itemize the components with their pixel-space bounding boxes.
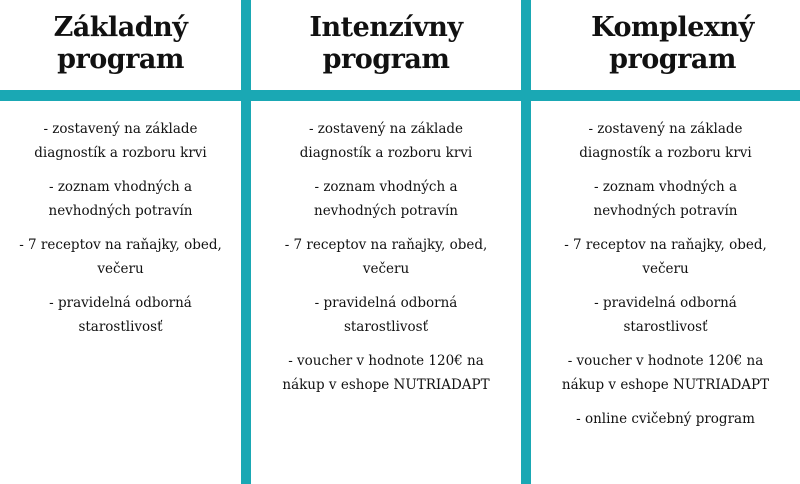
program-column-complex [531,0,800,484]
feature-list [251,117,521,407]
feature-item: - zostavený na základe diagnostík a rozboru krvi [579,121,752,161]
column-divider-2 [521,0,531,484]
feature-item: - 7 receptov na raňajky, obed, večeru [564,237,767,277]
feature-item: - pravidelná odborná starostlivosť [49,295,192,335]
feature-item: - voucher v hodnote 120€ na nákup v eshope NUTRIADAPT [282,353,490,393]
feature-item: - online cvičebný program [576,411,755,427]
program-column-intensive [251,0,521,484]
feature-item: - pravidelná odborná starostlivosť [594,295,737,335]
feature-item: - 7 receptov na raňajky, obed, večeru [284,237,488,277]
feature-item: - zostavený na základe diagnostík a rozboru krvi [34,121,207,161]
feature-item: - zoznam vhodných a nevhodných potravín [314,179,458,219]
program-title: Komplexný program [591,12,754,75]
program-title: Základný program [53,12,188,75]
feature-item: - voucher v hodnote 120€ na nákup v eshope NUTRIADAPT [561,353,770,393]
feature-item: - zoznam vhodných a nevhodných potravín [48,179,193,219]
column-divider-1 [241,0,251,484]
program-column-basic [0,0,241,484]
program-title: Intenzívny program [309,12,463,75]
feature-item: - pravidelná odborná starostlivosť [314,295,458,335]
feature-item: - 7 receptov na raňajky, obed, večeru [19,237,222,277]
feature-item: - zostavený na základe diagnostík a rozboru krvi [299,121,473,161]
feature-item: - zoznam vhodných a nevhodných potravín [593,179,738,219]
feature-list [531,117,800,441]
feature-list [0,117,241,349]
